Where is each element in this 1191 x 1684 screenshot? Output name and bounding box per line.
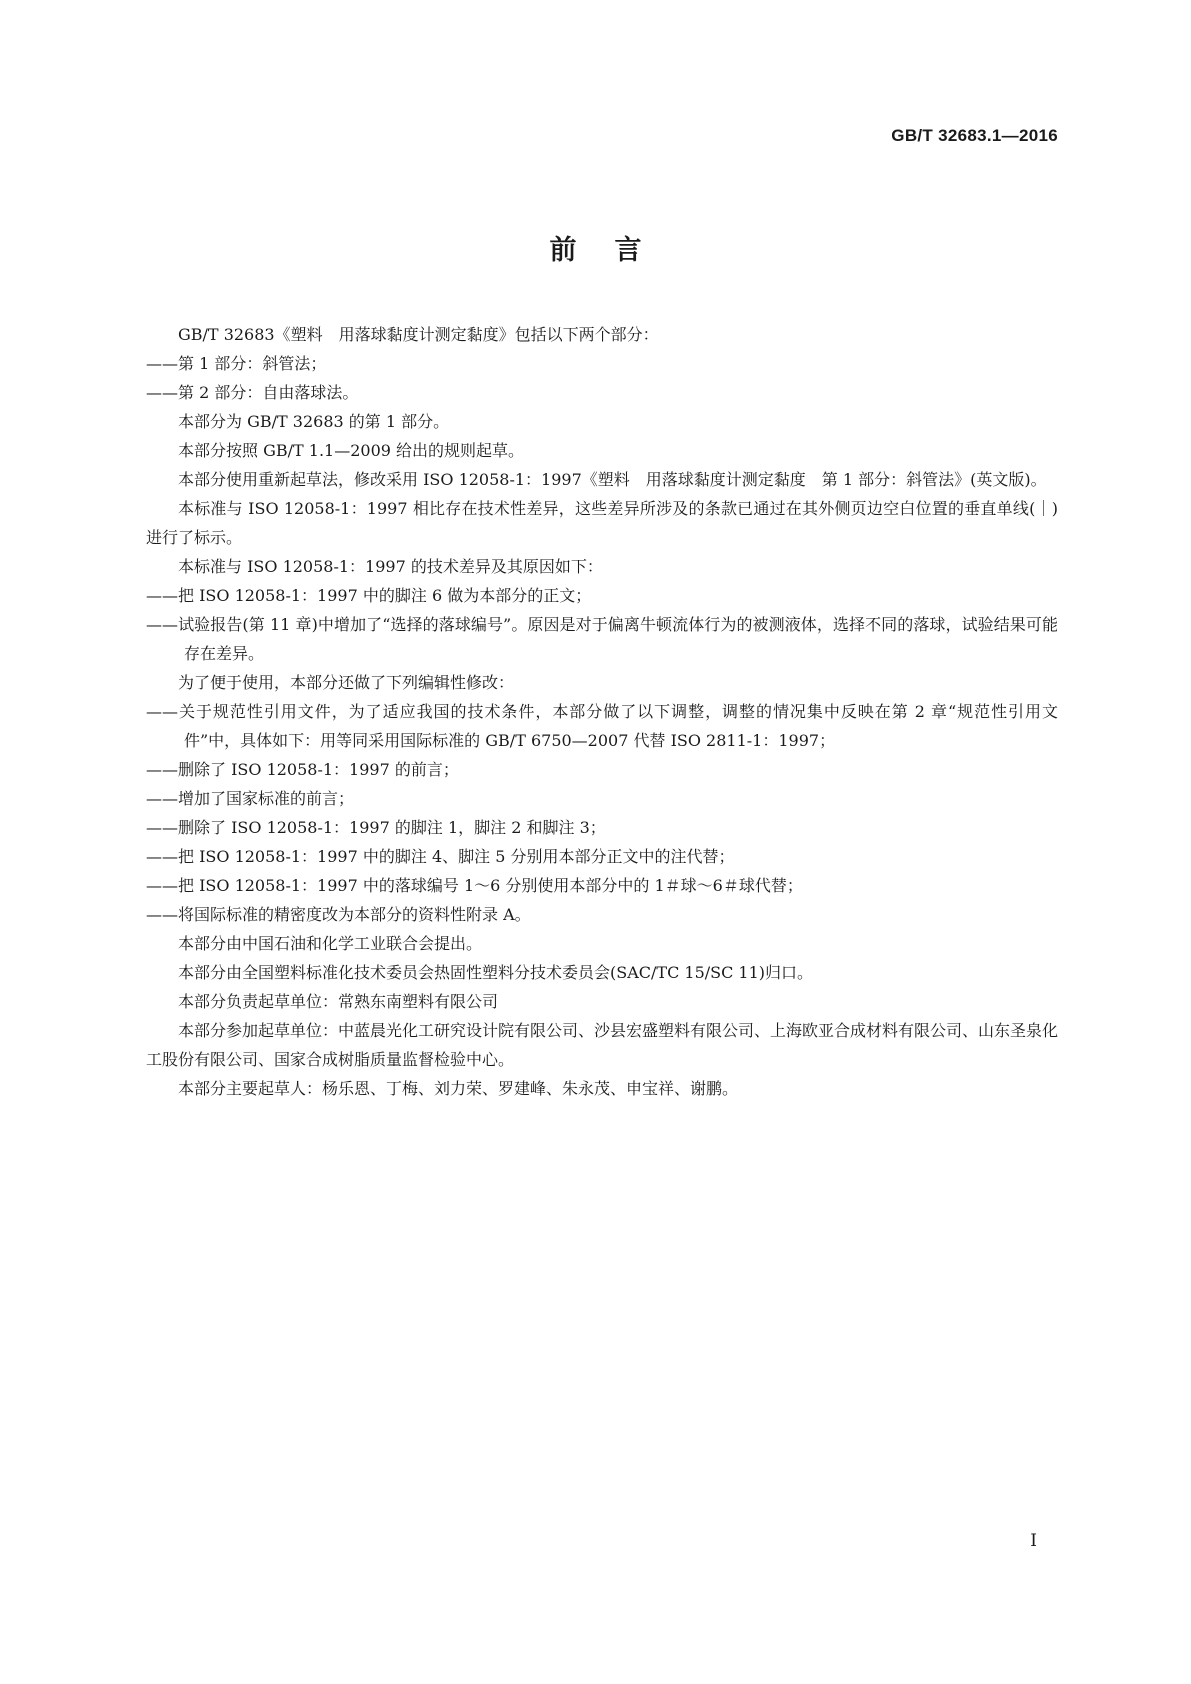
list-item-text: ——将国际标准的精密度改为本部分的资料性附录 A。 bbox=[146, 905, 531, 924]
list-item bbox=[146, 581, 1058, 610]
list-item bbox=[146, 813, 1058, 842]
list-item-text: ——把 ISO 12058-1：1997 中的脚注 6 做为本部分的正文； bbox=[146, 586, 592, 605]
paragraph: 本部分由中国石油和化学工业联合会提出。 bbox=[178, 934, 483, 953]
list-item bbox=[146, 349, 1058, 378]
paragraph: 为了便于使用，本部分还做了下列编辑性修改： bbox=[178, 673, 515, 692]
list-item-text: ——删除了 ISO 12058-1：1997 的脚注 1，脚注 2 和脚注 3； bbox=[146, 818, 606, 837]
list-item bbox=[146, 378, 1058, 407]
paragraph: 本部分为 GB/T 32683 的第 1 部分。 bbox=[178, 412, 450, 431]
page-title: 前言 bbox=[549, 235, 680, 266]
list-item bbox=[146, 610, 1058, 668]
paragraph: 本部分主要起草人：杨乐恩、丁梅、刘力荣、罗建峰、朱永茂、申宝祥、谢鹏。 bbox=[178, 1079, 739, 1098]
list-item-text: ——第 1 部分：斜管法； bbox=[146, 354, 327, 373]
paragraph: 本部分由全国塑料标准化技术委员会热固性塑料分技术委员会(SAC/TC 15/SC 11)归口。 bbox=[178, 963, 814, 982]
list-item bbox=[146, 842, 1058, 871]
page-number: I bbox=[1030, 1531, 1037, 1551]
list-item-text: ——试验报告(第 11 章)中增加了“选择的落球编号”。原因是对于偏离牛顿流体行为的被测液体，选择不同的落球，试验结果可能存在差异。 bbox=[146, 615, 1058, 663]
list-item-text: ——关于规范性引用文件，为了适应我国的技术条件，本部分做了以下调整，调整的情况集中反映在第 2 章“规范性引用文件”中，具体如下：用等同采用国际标准的 GB/T 6750—2007 代替 ISO 2811-1：1997； bbox=[146, 702, 1058, 750]
list-item-text: ——把 ISO 12058-1：1997 中的脚注 4、脚注 5 分别用本部分正文中的注代替； bbox=[146, 847, 735, 866]
paragraph: 本部分负责起草单位：常熟东南塑料有限公司 bbox=[178, 992, 499, 1011]
list-item-text: ——把 ISO 12058-1：1997 中的落球编号 1～6 分别使用本部分中的 1＃球～6＃球代替； bbox=[146, 876, 803, 895]
list-item-text: ——增加了国家标准的前言； bbox=[146, 789, 355, 808]
list-item-text: ——删除了 ISO 12058-1：1997 的前言； bbox=[146, 760, 459, 779]
list-item bbox=[146, 697, 1058, 755]
list-item bbox=[146, 784, 1058, 813]
paragraph: 本标准与 ISO 12058-1：1997 的技术差异及其原因如下： bbox=[178, 557, 603, 576]
paragraph: 本标准与 ISO 12058-1：1997 相比存在技术性差异，这些差异所涉及的条款已通过在其外侧页边空白位置的垂直单线(｜)进行了标示。 bbox=[146, 499, 1058, 547]
standard-number: GB/T 32683.1—2016 bbox=[891, 126, 1058, 145]
paragraph: 本部分使用重新起草法，修改采用 ISO 12058-1：1997《塑料 用落球黏度计测定黏度 第 1 部分：斜管法》(英文版)。 bbox=[178, 470, 1047, 489]
paragraph: 本部分参加起草单位：中蓝晨光化工研究设计院有限公司、沙县宏盛塑料有限公司、上海欧亚合成材料有限公司、山东圣泉化工股份有限公司、国家合成树脂质量监督检验中心。 bbox=[146, 1021, 1059, 1069]
list-item bbox=[146, 755, 1058, 784]
list-item-text: ——第 2 部分：自由落球法。 bbox=[146, 383, 359, 402]
paragraph: GB/T 32683《塑料 用落球黏度计测定黏度》包括以下两个部分： bbox=[178, 325, 659, 344]
list-item bbox=[146, 900, 1058, 929]
list-item bbox=[146, 871, 1058, 900]
foreword-body bbox=[146, 320, 1058, 1103]
paragraph: 本部分按照 GB/T 1.1—2009 给出的规则起草。 bbox=[178, 441, 525, 460]
